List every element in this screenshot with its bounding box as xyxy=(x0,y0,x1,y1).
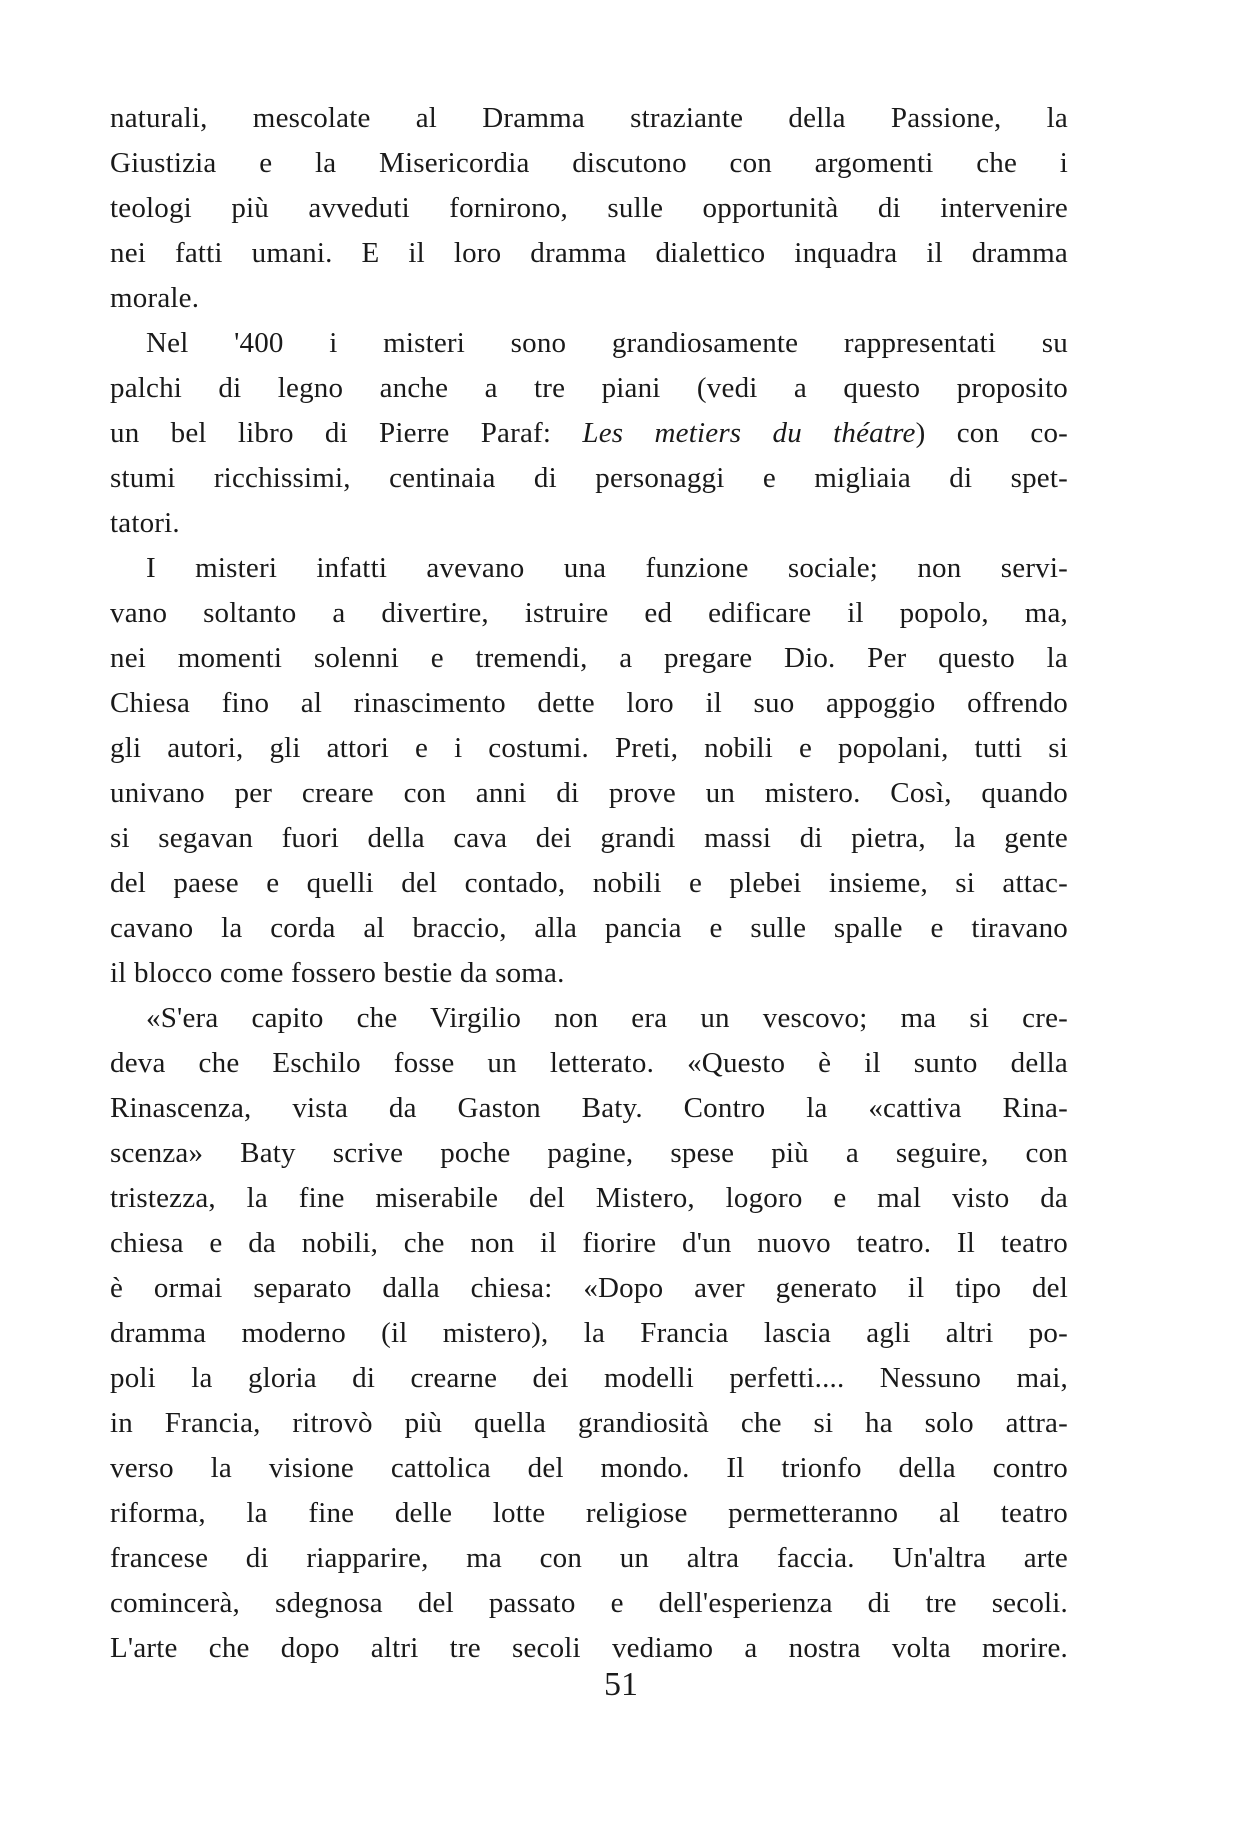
text-line: stumi ricchissimi, centinaia di personaggi e migliaia di spet- xyxy=(110,462,1068,494)
text-line: riforma, la fine delle lotte religiose permetteranno al teatro xyxy=(110,1497,1068,1529)
page-number: 51 xyxy=(604,1666,638,1703)
text-line: univano per creare con anni di prove un mistero. Così, quando xyxy=(110,777,1068,809)
text-line: teologi più avveduti fornirono, sulle opportunità di intervenire xyxy=(110,192,1068,224)
text-line: naturali, mescolate al Dramma straziante della Passione, la xyxy=(110,102,1068,134)
body-text xyxy=(110,96,1068,1671)
text-line: chiesa e da nobili, che non il fiorire d'un nuovo teatro. Il teatro xyxy=(110,1227,1068,1259)
text-line: poli la gloria di crearne dei modelli perfetti.... Nessuno mai, xyxy=(110,1362,1068,1394)
text-line: comincerà, sdegnosa del passato e dell'esperienza di tre secoli. xyxy=(110,1587,1068,1619)
text-line xyxy=(110,411,1068,456)
paragraph-first-line: Nel '400 i misteri sono grandiosamente rappresentati su xyxy=(146,327,1068,359)
text-line: vano soltanto a divertire, istruire ed edificare il popolo, ma, xyxy=(110,597,1068,629)
text-line: tristezza, la fine miserabile del Mistero, logoro e mal visto da xyxy=(110,1182,1068,1214)
text-fragment: ) con co- xyxy=(915,417,1069,449)
text-line: scenza» Baty scrive poche pagine, spese più a seguire, con xyxy=(110,1137,1068,1169)
text-line: nei momenti solenni e tremendi, a pregare Dio. Per questo la xyxy=(110,642,1068,674)
text-line: il blocco come fossero bestie da soma. xyxy=(110,957,565,989)
paragraph-first-line: «S'era capito che Virgilio non era un vescovo; ma si cre- xyxy=(146,1002,1068,1034)
text-line: tatori. xyxy=(110,507,180,539)
book-title-italic: Les metiers du théatre xyxy=(582,417,916,449)
text-line: è ormai separato dalla chiesa: «Dopo aver generato il tipo del xyxy=(110,1272,1068,1304)
text-line: cavano la corda al braccio, alla pancia e sulle spalle e tiravano xyxy=(110,912,1068,944)
text-line: L'arte che dopo altri tre secoli vediamo a nostra volta morire. xyxy=(110,1632,1068,1664)
text-line: Chiesa fino al rinascimento dette loro il suo appoggio offrendo xyxy=(110,687,1068,719)
text-line: in Francia, ritrovò più quella grandiosità che si ha solo attra- xyxy=(110,1407,1068,1439)
text-line: verso la visione cattolica del mondo. Il trionfo della contro xyxy=(110,1452,1068,1484)
text-line: nei fatti umani. E il loro dramma dialettico inquadra il dramma xyxy=(110,237,1068,269)
text-line: si segavan fuori della cava dei grandi massi di pietra, la gente xyxy=(110,822,1068,854)
text-line: francese di riapparire, ma con un altra faccia. Un'altra arte xyxy=(110,1542,1068,1574)
text-line: del paese e quelli del contado, nobili e plebei insieme, si attac- xyxy=(110,867,1068,899)
text-line: Giustizia e la Misericordia discutono con argomenti che i xyxy=(110,147,1068,179)
text-line: Rinascenza, vista da Gaston Baty. Contro la «cattiva Rina- xyxy=(110,1092,1068,1124)
text-line: morale. xyxy=(110,282,200,314)
paragraph-first-line: I misteri infatti avevano una funzione sociale; non servi- xyxy=(146,552,1068,584)
text-line: dramma moderno (il mistero), la Francia lascia agli altri po- xyxy=(110,1317,1068,1349)
text-line: palchi di legno anche a tre piani (vedi a questo proposito xyxy=(110,372,1068,404)
text-line: gli autori, gli attori e i costumi. Preti, nobili e popolani, tutti si xyxy=(110,732,1068,764)
text-fragment: un bel libro di Pierre Paraf: xyxy=(110,417,552,449)
text-line: deva che Eschilo fosse un letterato. «Questo è il sunto della xyxy=(110,1047,1068,1079)
